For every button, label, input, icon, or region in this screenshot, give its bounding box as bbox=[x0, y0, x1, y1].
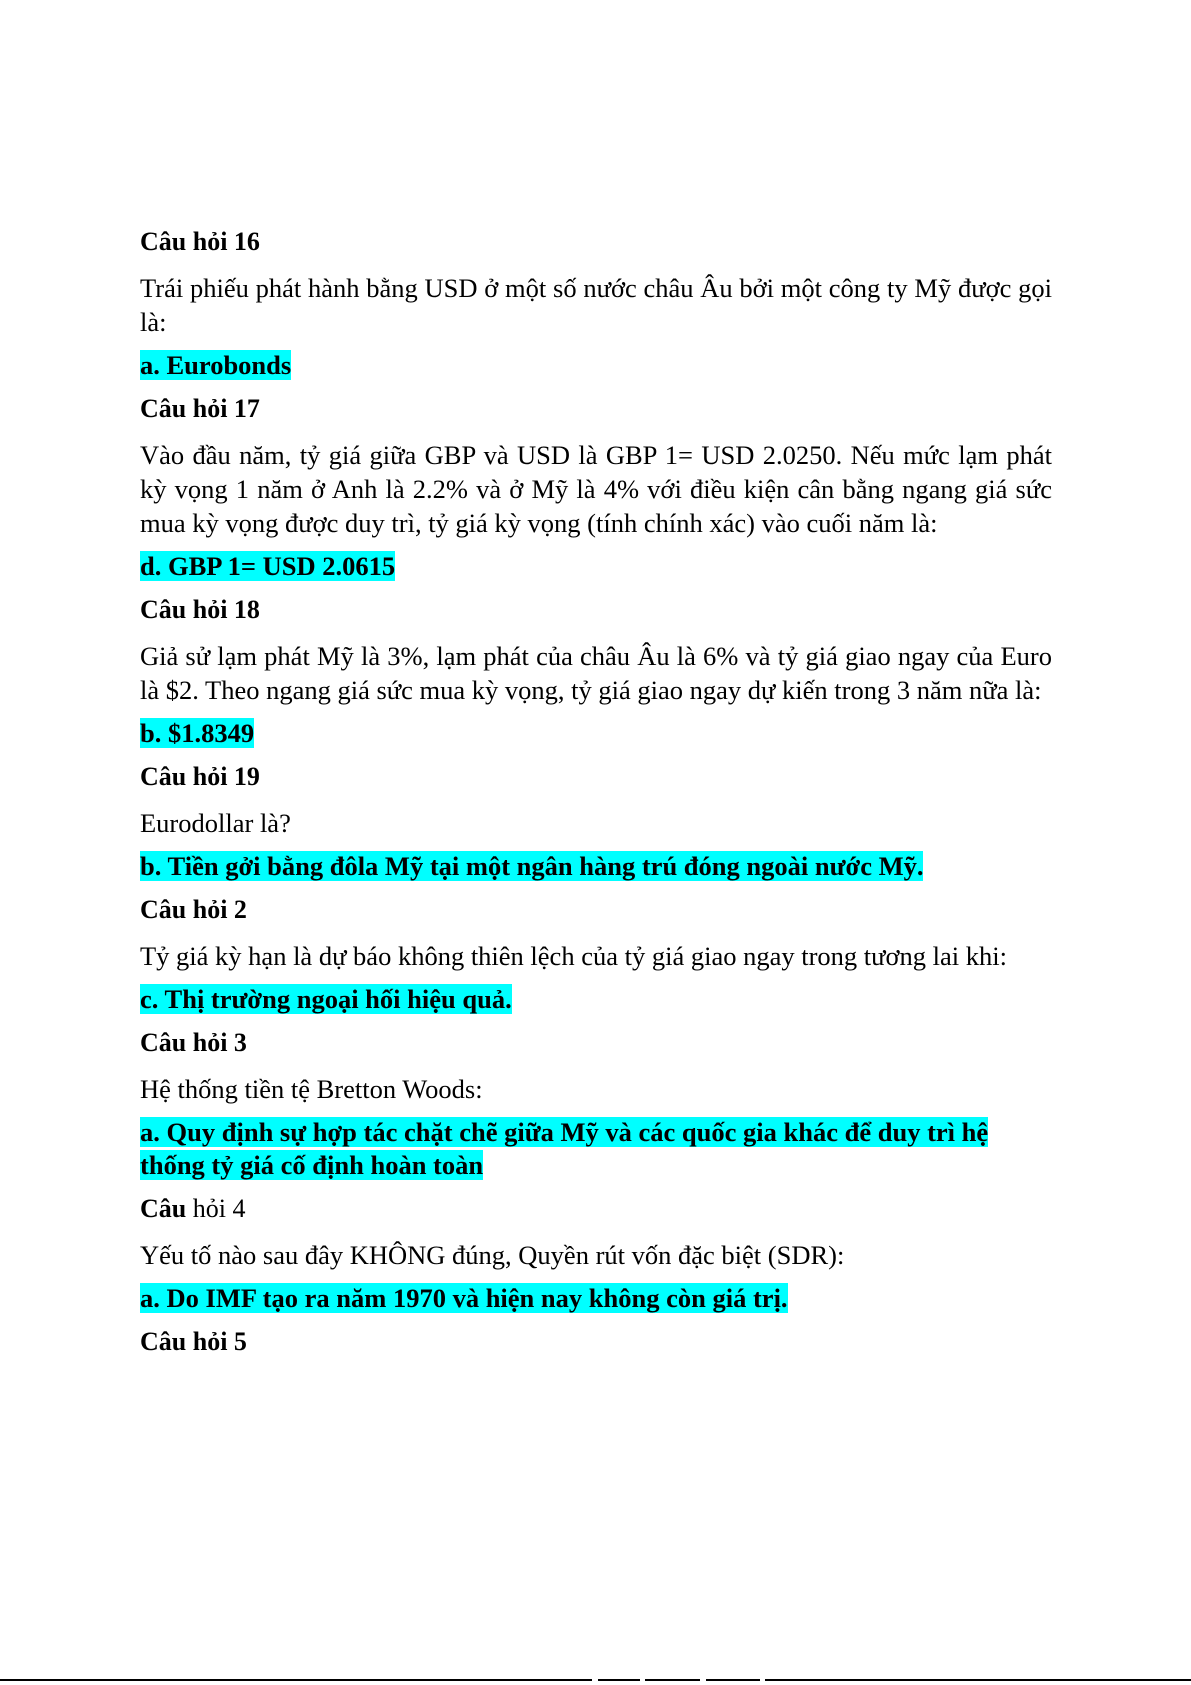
question-title-light: hỏi 4 bbox=[186, 1194, 246, 1223]
question-title: Câu hỏi 2 bbox=[140, 895, 247, 924]
answer bbox=[140, 983, 1052, 1016]
question-title: Câu hỏi 3 bbox=[140, 1028, 247, 1057]
answer-highlight: b. $1.8349 bbox=[140, 718, 255, 748]
document-page bbox=[140, 226, 1052, 1371]
answer bbox=[140, 1282, 1052, 1315]
question-title: Câu hỏi 16 bbox=[140, 227, 260, 256]
footer-rule-gap bbox=[592, 1679, 598, 1681]
answer bbox=[140, 1116, 1052, 1182]
question-text: Giả sử lạm phát Mỹ là 3%, lạm phát của châu Âu là 6% và tỷ giá giao ngay của Euro là $2. Theo ngang giá sức mua kỳ vọng, tỷ giá giao ngay dự kiến trong 3 năm nữa là: bbox=[140, 641, 1052, 705]
question-text: Eurodollar là? bbox=[140, 808, 291, 838]
answer bbox=[140, 550, 1052, 583]
question-title: Câu hỏi 19 bbox=[140, 762, 260, 791]
question-title bbox=[140, 1193, 1052, 1225]
footer-rule-gap bbox=[700, 1679, 706, 1681]
question-title: Câu hỏi 18 bbox=[140, 595, 260, 624]
answer-highlight: a. Do IMF tạo ra năm 1970 và hiện nay không còn giá trị. bbox=[140, 1283, 788, 1313]
answer-highlight: c. Thị trường ngoại hối hiệu quả. bbox=[140, 984, 512, 1014]
footer-rule-gap bbox=[640, 1679, 645, 1681]
answer-highlight: a. Eurobonds bbox=[140, 350, 292, 380]
question-text: Hệ thống tiền tệ Bretton Woods: bbox=[140, 1074, 483, 1104]
answer bbox=[140, 349, 1052, 382]
question-title-bold: Câu bbox=[140, 1194, 187, 1223]
question-text: Vào đầu năm, tỷ giá giữa GBP và USD là GBP 1= USD 2.0250. Nếu mức lạm phát kỳ vọng 1 năm ở Anh là 2.2% và ở Mỹ là 4% với điều kiện cân bằng ngang giá sức mua kỳ vọng được duy trì, tỷ giá kỳ vọng (tính chính xác) vào cuối năm là: bbox=[140, 440, 1052, 538]
answer-highlight: d. GBP 1= USD 2.0615 bbox=[140, 551, 396, 581]
question-text: Tỷ giá kỳ hạn là dự báo không thiên lệch của tỷ giá giao ngay trong tương lai khi: bbox=[140, 941, 1007, 971]
question-title: Câu hỏi 5 bbox=[140, 1327, 247, 1356]
question-text: Trái phiếu phát hành bằng USD ở một số nước châu Âu bởi một công ty Mỹ được gọi là: bbox=[140, 273, 1052, 337]
answer bbox=[140, 850, 1052, 883]
answer-highlight: b. Tiền gởi bằng đôla Mỹ tại một ngân hàng trú đóng ngoài nước Mỹ. bbox=[140, 851, 924, 881]
question-text: Yếu tố nào sau đây KHÔNG đúng, Quyền rút vốn đặc biệt (SDR): bbox=[140, 1240, 845, 1270]
footer-rule-gap bbox=[760, 1679, 765, 1681]
answer-highlight: a. Quy định sự hợp tác chặt chẽ giữa Mỹ và các quốc gia khác để duy trì hệ thống tỷ giá cố định hoàn toàn bbox=[140, 1117, 989, 1180]
answer bbox=[140, 717, 1052, 750]
question-title: Câu hỏi 17 bbox=[140, 394, 260, 423]
